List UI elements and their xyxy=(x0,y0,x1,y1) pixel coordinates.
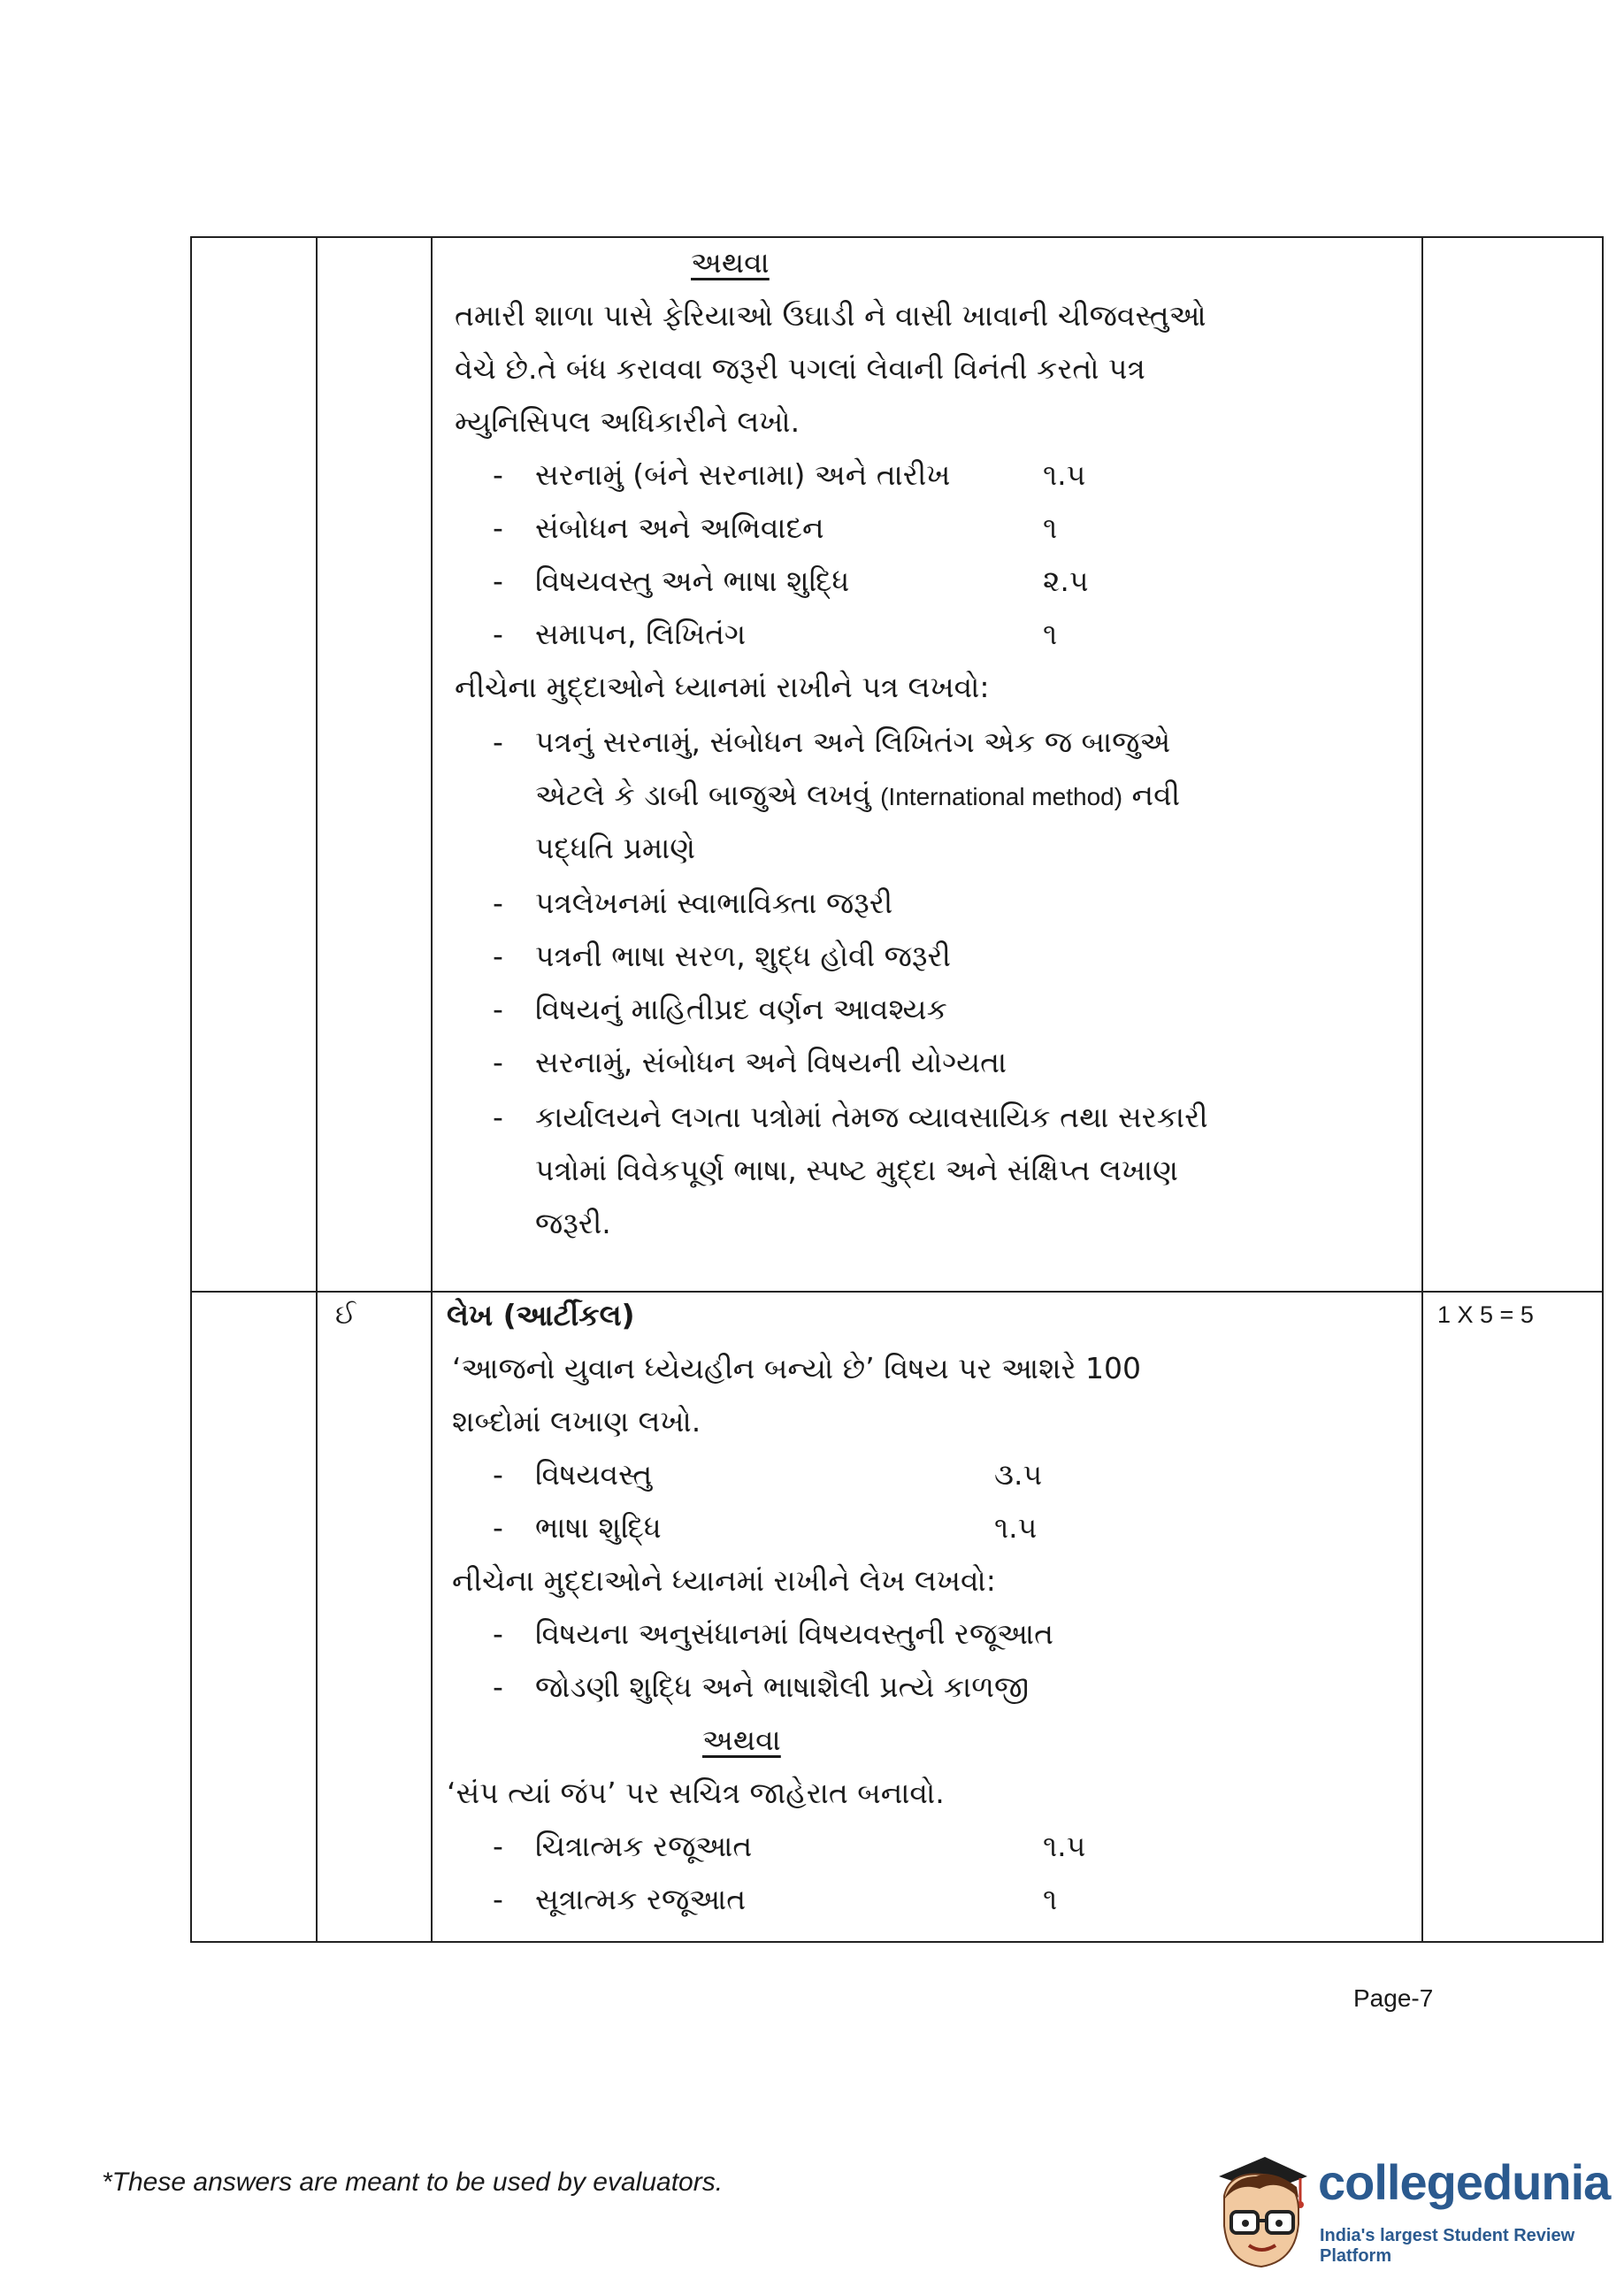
scoring-mark: ૧.૫ xyxy=(1043,457,1086,492)
scoring-mark: ૨.૫ xyxy=(1043,564,1089,598)
sub-question-cell xyxy=(317,237,432,1292)
bullet-dash: - xyxy=(493,992,503,1026)
bullet-dash: - xyxy=(493,1616,503,1651)
bullet-dash: - xyxy=(493,939,503,973)
prompt-line: વેચે છે.તે બંધ કરાવવા જરૂરી પગલાં લેવાની વિનંતી કરતો પત્ર xyxy=(455,351,1145,386)
bullet-dash: - xyxy=(493,457,503,492)
sub-question-label: ઈ xyxy=(335,1300,356,1331)
scoring-label: સરનામું (બંને સરનામા) અને તારીખ xyxy=(535,457,951,492)
guideline-item: સરનામું, સંબોધન અને વિષયની યોગ્યતા xyxy=(535,1045,1007,1079)
footnote: *These answers are meant to be used by evaluators. xyxy=(102,2168,724,2197)
bullet-dash: - xyxy=(493,1510,503,1545)
table-row xyxy=(191,237,1603,1292)
mascot-icon xyxy=(1203,2150,1314,2274)
answer-cell xyxy=(432,1292,1422,1942)
prompt-line: શબ્દોમાં લખાણ લખો. xyxy=(452,1404,701,1439)
brand-tagline: India's largest Student Review Platform xyxy=(1320,2226,1575,2266)
scoring-label: સંબોધન અને અભિવાદન xyxy=(535,510,824,545)
scoring-label: ચિત્રાત્મક રજૂઆત xyxy=(535,1829,753,1863)
collegedunia-logo xyxy=(1203,2150,1619,2274)
guideline-item: પત્રની ભાષા સરળ, શુદ્ધ હોવી જરૂરી xyxy=(535,939,951,973)
bullet-dash: - xyxy=(493,1882,503,1916)
guideline-item: જરૂરી. xyxy=(535,1206,611,1240)
bullet-dash: - xyxy=(493,1045,503,1079)
guideline-item: વિષયનું માહિતીપ્રદ વર્ણન આવશ્યક xyxy=(535,992,947,1026)
guideline-item: પત્રનું સરનામું, સંબોધન અને લિખિતંગ એક જ બાજુએ xyxy=(535,725,1171,759)
bullet-dash: - xyxy=(493,1829,503,1863)
scoring-mark: ૧ xyxy=(1043,617,1058,651)
scoring-mark: ૧ xyxy=(1043,510,1058,545)
prompt-line: ‘આજનો યુવાન ધ્યેયહીન બન્યો છે’ વિષય પર આશરે 100 xyxy=(452,1351,1142,1385)
scoring-label: વિષયવસ્તુ અને ભાષા શુદ્ધિ xyxy=(535,564,850,598)
scoring-label: વિષયવસ્તુ xyxy=(535,1457,653,1492)
guideline-item: વિષયના અનુસંધાનમાં વિષયવસ્તુની રજૂઆત xyxy=(535,1616,1054,1651)
marks-total: 1 X 5 = 5 xyxy=(1437,1301,1534,1328)
scoring-mark: ૩.૫ xyxy=(994,1457,1043,1492)
bullet-dash: - xyxy=(493,886,503,920)
prompt-line: તમારી શાળા પાસે ફેરિયાઓ ઉઘાડી ને વાસી ખાવાની ચીજવસ્તુઓ xyxy=(455,298,1207,333)
bullet-dash: - xyxy=(493,1669,503,1704)
bullet-dash: - xyxy=(493,1457,503,1492)
scoring-mark: ૧.૫ xyxy=(1043,1829,1086,1863)
scoring-label: ભાષા શુદ્ધિ xyxy=(535,1510,662,1545)
page-number: Page-7 xyxy=(1353,1984,1434,2012)
alt-prompt: ‘સંપ ત્યાં જંપ’ પર સચિત્ર જાહેરાત બનાવો. xyxy=(447,1776,945,1810)
or-heading: અથવા xyxy=(691,245,770,280)
scoring-label: સમાપન, લિખિતંગ xyxy=(535,617,747,651)
scoring-mark: ૧.૫ xyxy=(994,1510,1038,1545)
bullet-dash: - xyxy=(493,1100,503,1134)
or-heading: અથવા xyxy=(702,1723,781,1757)
guideline-item: એટલે કે ડાબી બાજુએ લખવું (International method) નવી xyxy=(535,778,1181,812)
qno-cell xyxy=(191,237,317,1292)
qno-cell xyxy=(191,1292,317,1942)
scoring-label: સૂત્રાત્મક રજૂઆત xyxy=(535,1882,747,1916)
guideline-item: કાર્યાલયને લગતા પત્રોમાં તેમજ વ્યાવસાયિક તથા સરકારી xyxy=(535,1100,1208,1134)
guideline-item: પત્રોમાં વિવેકપૂર્ણ ભાષા, સ્પષ્ટ મુદ્દા અને સંક્ષિપ્ત લખાણ xyxy=(535,1153,1178,1187)
bullet-dash: - xyxy=(493,617,503,651)
bullet-dash: - xyxy=(493,564,503,598)
brand-name: collegedunia xyxy=(1318,2154,1611,2210)
guideline-item: પત્રલેખનમાં સ્વાભાવિક્તા જરૂરી xyxy=(535,886,893,920)
bullet-dash: - xyxy=(493,725,503,759)
answer-cell xyxy=(432,237,1422,1292)
prompt-line: મ્યુનિસિપલ અધિકારીને લખો. xyxy=(455,404,801,439)
answer-table xyxy=(190,236,1604,1943)
sub-question-cell xyxy=(317,1292,432,1942)
guideline-item: પદ્ધતિ પ્રમાણે xyxy=(535,831,696,865)
marks-cell xyxy=(1422,237,1603,1292)
table-row xyxy=(191,1292,1603,1942)
guideline-intro: નીચેના મુદ્દાઓને ધ્યાનમાં રાખીને પત્ર લખવો: xyxy=(455,670,990,704)
bullet-dash: - xyxy=(493,510,503,545)
section-title: લેખ (આર્ટીકલ) xyxy=(447,1298,635,1332)
guideline-intro: નીચેના મુદ્દાઓને ધ્યાનમાં રાખીને લેખ લખવો: xyxy=(452,1563,996,1598)
guideline-item: જોડણી શુદ્ધિ અને ભાષાશૈલી પ્રત્યે કાળજી xyxy=(535,1669,1030,1704)
marks-cell xyxy=(1422,1292,1603,1942)
scoring-mark: ૧ xyxy=(1043,1882,1058,1916)
